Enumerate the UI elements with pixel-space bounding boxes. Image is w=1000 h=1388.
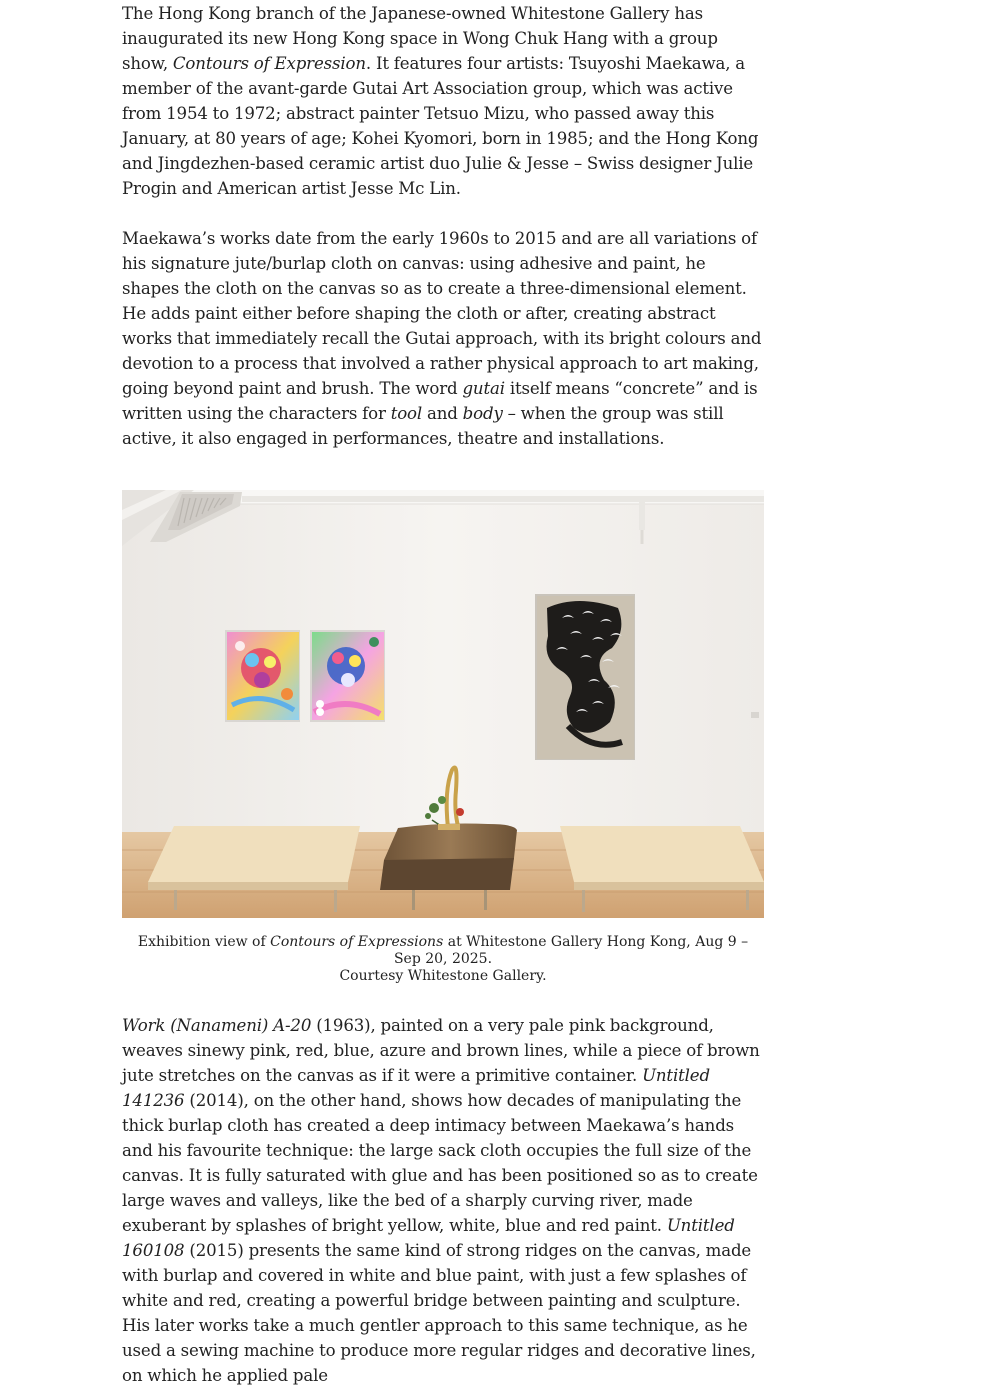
wall-label (751, 712, 759, 718)
caption-exhibition-title: Contours of Expressions (270, 934, 444, 950)
maekawa-text: Maekawa’s works date from the early 1960s to 2015 and are all variations of his signature jute/burlap cloth on canvas: using adhesive and paint, he shapes the cloth on the canvas so as to create a three-dimensional element. He adds paint either before shaping the cloth or after, creating abstract works that immediately recall the Gutai approach, with its bright colours and devotion to a process that involved a rather physical approach to art making, going beyond paint and brush. The word (122, 229, 762, 398)
painting-colorful-right (310, 630, 385, 722)
exhibition-photo (122, 490, 764, 918)
maekawa-text-4: – when the group was still active, it also engaged in performances, theatre and installations. (122, 404, 724, 448)
painting-ink-burlap (535, 594, 635, 760)
caption-prefix: Exhibition view of (137, 934, 271, 950)
maekawa-text-2: itself means “concrete” and is written using the characters for (122, 379, 758, 423)
figure-caption (122, 934, 764, 985)
work-title-nanameni: Work (Nanameni) A-20 (122, 1016, 312, 1035)
caption-credit: Courtesy Whitestone Gallery. (339, 968, 547, 984)
intro-paragraph (122, 1, 764, 201)
works-text-2: (2014), on the other hand, shows how decades of manipulating the thick burlap cloth has created a deep intimacy between Maekawa’s hands and his favourite technique: the large sack cloth occupies the full size of the canvas. It is fully saturated with glue and has been positioned so as to create large waves and valleys, like the bed of a sharply curving river, made exuberant by splashes of bright yellow, white, blue and red paint. (122, 1091, 758, 1235)
intro-text-cont: . It features four artists: Tsuyoshi Maekawa, a member of the avant-garde Gutai Art Association group, which was active from 1954 to 1972; abstract painter Tetsuo Mizu, who passed away this January, at 80 years of age; Kohei Kyomori, born in 1985; and the Hong Kong and Jingdezhen-based ceramic artist duo Julie & Jesse – Swiss designer Julie Progin and American artist Jesse Mc Lin. (122, 54, 759, 198)
exhibition-illustration (122, 490, 764, 918)
term-body: body (462, 404, 503, 423)
exhibition-title: Contours of Expression (172, 54, 366, 73)
gallery-wall (122, 490, 764, 832)
maekawa-text-3: and (422, 404, 463, 423)
exhibition-figure (122, 490, 764, 985)
works-text-3: (2015) presents the same kind of strong ridges on the canvas, made with burlap and covered in white and blue paint, with just a few splashes of white and red, creating a powerful bridge between painting and sculpture. His later works take a much gentler approach to this same technique, as he used a sewing machine to produce more regular ridges and decorative lines, on which he applied pale (122, 1241, 756, 1385)
article-body (122, 0, 764, 1388)
maekawa-paragraph (122, 226, 764, 451)
term-tool: tool (390, 404, 423, 423)
work-title-141236: Untitled 141236 (122, 1066, 710, 1110)
term-gutai: gutai (462, 379, 505, 398)
intro-text: The Hong Kong branch of the Japanese-owned Whitestone Gallery has inaugurated its new Hong Kong space in Wong Chuk Hang with a group show, (122, 4, 718, 73)
painting-colorful-left (225, 630, 300, 722)
works-text: (1963), painted on a very pale pink background, weaves sinewy pink, red, blue, azure and brown lines, while a piece of brown jute stretches on the canvas as if it were a primitive container. (122, 1016, 760, 1085)
caption-suffix: at Whitestone Gallery Hong Kong, Aug 9 – Sep 20, 2025. (393, 934, 749, 967)
work-title-160108: Untitled 160108 (122, 1216, 735, 1260)
works-paragraph (122, 1013, 764, 1388)
